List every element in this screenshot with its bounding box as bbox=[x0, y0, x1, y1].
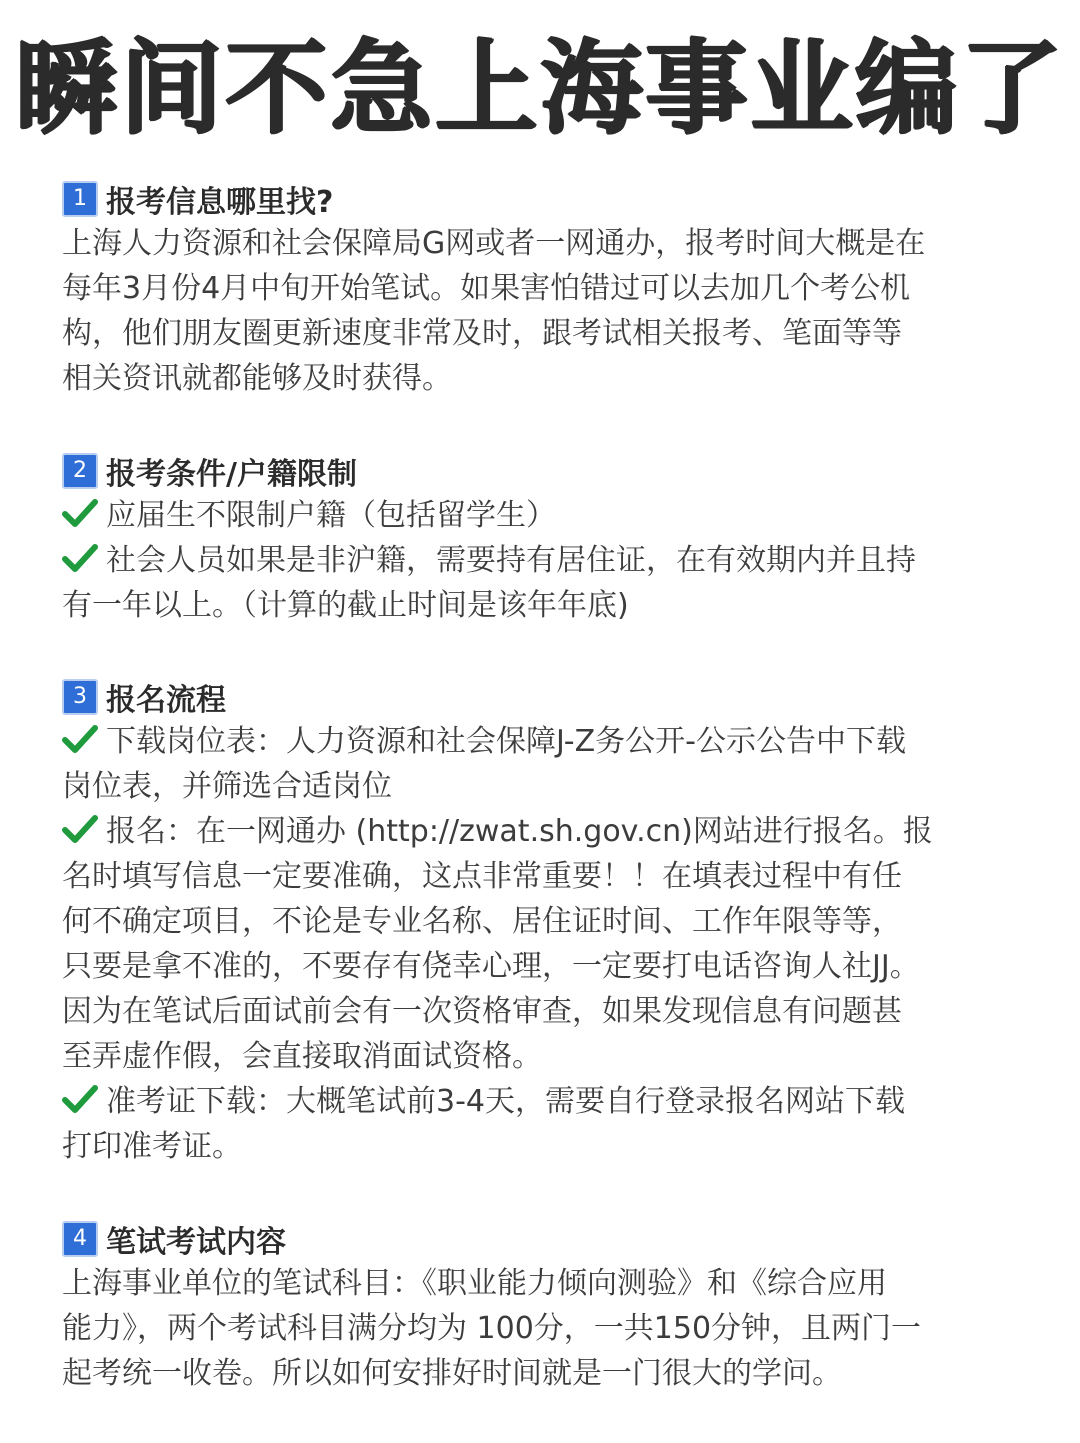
number-3-badge-icon: 3 bbox=[62, 679, 98, 715]
body-line: 至弄虚作假，会直接取消面试资格。 bbox=[62, 1039, 542, 1074]
body-line: 只要是拿不准的，不要存有侥幸心理，一定要打电话咨询人社JJ。 bbox=[62, 949, 920, 984]
page-title: 瞬间不急上海事业编了 bbox=[15, 30, 1065, 149]
section-header bbox=[62, 448, 1032, 493]
check-mark-icon bbox=[62, 498, 98, 528]
body-line: 名时填写信息一定要准确，这点非常重要！！在填表过程中有任 bbox=[62, 859, 902, 894]
checklist-text: 下载岗位表：人力资源和社会保障J-Z务公开-公示公告中下载 bbox=[106, 724, 906, 759]
section-title: 报考信息哪里找? bbox=[106, 184, 334, 220]
section-3 bbox=[62, 674, 1032, 1169]
section-header bbox=[62, 674, 1032, 719]
section-body bbox=[62, 719, 1032, 1169]
body-line: 因为在笔试后面试前会有一次资格审查，如果发现信息有问题甚 bbox=[62, 994, 902, 1029]
number-1-badge-icon: 1 bbox=[62, 181, 98, 217]
check-mark-icon bbox=[62, 1084, 98, 1114]
section-title: 笔试考试内容 bbox=[106, 1224, 286, 1260]
body-line: 构，他们朋友圈更新速度非常及时，跟考试相关报考、笔面等等 bbox=[62, 316, 902, 351]
section-body bbox=[62, 221, 1032, 401]
check-mark-icon bbox=[62, 814, 98, 844]
checklist-item bbox=[62, 719, 1032, 764]
body-line: 起考统一收卷。所以如何安排好时间就是一门很大的学问。 bbox=[62, 1356, 842, 1391]
number-4-badge-icon: 4 bbox=[62, 1221, 98, 1257]
section-header bbox=[62, 176, 1032, 221]
body-line: 何不确定项目，不论是专业名称、居住证时间、工作年限等等， bbox=[62, 904, 902, 939]
checklist-item bbox=[62, 1079, 1032, 1124]
body-line: 有一年以上。（计算的截止时间是该年年底) bbox=[62, 588, 629, 623]
body-line: 岗位表，并筛选合适岗位 bbox=[62, 769, 392, 804]
body-line: 打印准考证。 bbox=[62, 1129, 242, 1164]
body-line: 上海人力资源和社会保障局G网或者一网通办，报考时间大概是在 bbox=[62, 226, 926, 261]
body-line: 相关资讯就都能够及时获得。 bbox=[62, 361, 452, 396]
section-1 bbox=[62, 176, 1032, 401]
checklist-text: 应届生不限制户籍（包括留学生） bbox=[106, 498, 556, 533]
check-mark-icon bbox=[62, 724, 98, 754]
section-4 bbox=[62, 1216, 1032, 1396]
checklist-item bbox=[62, 493, 1032, 538]
checklist-text: 准考证下载：大概笔试前3-4天，需要自行登录报名网站下载 bbox=[106, 1084, 905, 1119]
section-body bbox=[62, 493, 1032, 628]
body-line: 上海事业单位的笔试科目：《职业能力倾向测验》和《综合应用 bbox=[62, 1266, 887, 1301]
body-line: 每年3月份4月中旬开始笔试。如果害怕错过可以去加几个考公机 bbox=[62, 271, 911, 306]
body-line: 能力》，两个考试科目满分均为 100分，一共150分钟，且两门一 bbox=[62, 1311, 922, 1346]
section-title: 报考条件/户籍限制 bbox=[106, 456, 357, 492]
section-title: 报名流程 bbox=[106, 682, 226, 718]
checklist-item bbox=[62, 538, 1032, 583]
section-header bbox=[62, 1216, 1032, 1261]
checklist-text: 社会人员如果是非沪籍，需要持有居住证，在有效期内并且持 bbox=[106, 543, 916, 578]
section-body bbox=[62, 1261, 1032, 1396]
number-2-badge-icon: 2 bbox=[62, 453, 98, 489]
checklist-item bbox=[62, 809, 1032, 854]
section-2 bbox=[62, 448, 1032, 628]
checklist-text: 报名：在一网通办 (http://zwat.sh.gov.cn)网站进行报名。报 bbox=[106, 814, 933, 849]
check-mark-icon bbox=[62, 543, 98, 573]
